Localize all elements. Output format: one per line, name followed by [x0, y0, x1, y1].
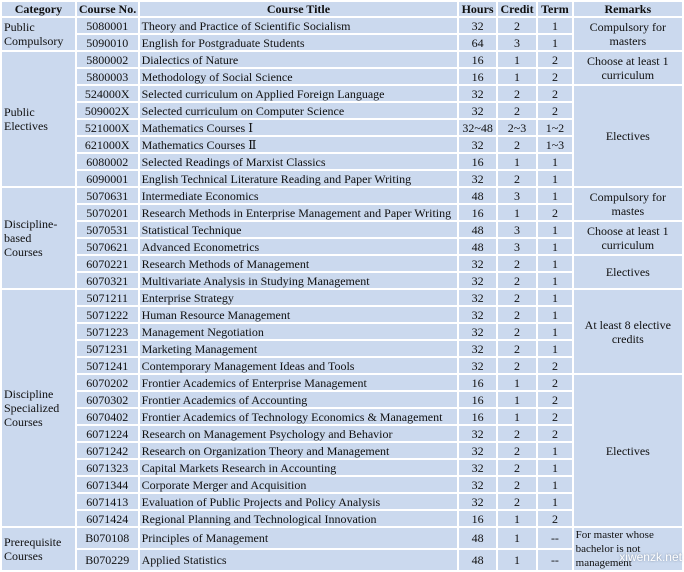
term-cell: 1: [538, 188, 571, 203]
hours-cell: 32: [459, 460, 495, 475]
course-no-cell: 5071222: [77, 307, 138, 322]
term-cell: --: [538, 528, 571, 548]
term-cell: 2: [538, 392, 571, 407]
term-cell: 1: [538, 171, 571, 186]
term-cell: 2: [538, 86, 571, 101]
remark-cell: Choose at least 1 curriculum: [574, 52, 682, 84]
table-row: [2, 52, 682, 67]
term-cell: 1: [538, 222, 571, 237]
hours-cell: 32: [459, 494, 495, 509]
course-title-cell: Mathematics Courses Ⅱ: [140, 137, 458, 152]
term-cell: 1: [538, 460, 571, 475]
course-no-cell: 5070201: [77, 205, 138, 220]
course-no-cell: 6080002: [77, 154, 138, 169]
hours-cell: 32: [459, 426, 495, 441]
credit-cell: 2: [498, 477, 536, 492]
course-no-cell: 6071413: [77, 494, 138, 509]
hours-cell: 16: [459, 392, 495, 407]
term-cell: 1: [538, 494, 571, 509]
header-hours: Hours: [459, 2, 495, 16]
credit-cell: 2: [498, 460, 536, 475]
table-row: [2, 290, 682, 305]
credit-cell: 1: [498, 205, 536, 220]
credit-cell: 2: [498, 18, 536, 33]
remark-cell: Electives: [574, 375, 682, 526]
hours-cell: 32: [459, 273, 495, 288]
course-no-cell: B070229: [77, 550, 138, 570]
term-cell: 2: [538, 511, 571, 526]
course-title-cell: Multivariate Analysis in Studying Management: [140, 273, 458, 288]
course-no-cell: 6071224: [77, 426, 138, 441]
table-row: [2, 86, 682, 101]
course-no-cell: 621000X: [77, 137, 138, 152]
credit-cell: 2: [498, 494, 536, 509]
course-title-cell: Research on Organization Theory and Management: [140, 443, 458, 458]
remark-cell: Compulsory for mastes: [574, 188, 682, 220]
remark-cell: Electives: [574, 86, 682, 186]
term-cell: 1: [538, 256, 571, 271]
term-cell: 2: [538, 426, 571, 441]
hours-cell: 16: [459, 409, 495, 424]
hours-cell: 32: [459, 137, 495, 152]
course-no-cell: 6071344: [77, 477, 138, 492]
term-cell: --: [538, 550, 571, 570]
course-no-cell: 5070621: [77, 239, 138, 254]
hours-cell: 48: [459, 550, 495, 570]
term-cell: 1: [538, 290, 571, 305]
credit-cell: 1: [498, 511, 536, 526]
course-no-cell: 524000X: [77, 86, 138, 101]
hours-cell: 48: [459, 222, 495, 237]
course-no-cell: 6090001: [77, 171, 138, 186]
hours-cell: 32: [459, 86, 495, 101]
watermark: xiwenzk.net: [619, 550, 682, 564]
course-no-cell: 5800002: [77, 52, 138, 67]
course-title-cell: Methodology of Social Science: [140, 69, 458, 84]
hours-cell: 32: [459, 341, 495, 356]
credit-cell: 2: [498, 137, 536, 152]
course-no-cell: 6070202: [77, 375, 138, 390]
header-course-title: Course Title: [140, 2, 458, 16]
hours-cell: 16: [459, 69, 495, 84]
term-cell: 1: [538, 477, 571, 492]
term-cell: 2: [538, 103, 571, 118]
term-cell: 1: [538, 273, 571, 288]
course-title-cell: Dialectics of Nature: [140, 52, 458, 67]
credit-cell: 2: [498, 103, 536, 118]
hours-cell: 48: [459, 188, 495, 203]
table-row: [2, 18, 682, 33]
hours-cell: 32: [459, 256, 495, 271]
term-cell: 1~3: [538, 137, 571, 152]
credit-cell: 1: [498, 69, 536, 84]
hours-cell: 32: [459, 103, 495, 118]
credit-cell: 2: [498, 273, 536, 288]
credit-cell: 2: [498, 290, 536, 305]
term-cell: 1: [538, 443, 571, 458]
hours-cell: 64: [459, 35, 495, 50]
credit-cell: 1: [498, 392, 536, 407]
credit-cell: 2~3: [498, 120, 536, 135]
term-cell: 1: [538, 307, 571, 322]
term-cell: 2: [538, 205, 571, 220]
course-title-cell: Research Methods of Management: [140, 256, 458, 271]
course-title-cell: Selected curriculum on Computer Science: [140, 103, 458, 118]
course-title-cell: Evaluation of Public Projects and Policy Analysis: [140, 494, 458, 509]
hours-cell: 16: [459, 52, 495, 67]
credit-cell: 1: [498, 154, 536, 169]
course-title-cell: English for Postgraduate Students: [140, 35, 458, 50]
course-no-cell: 5080001: [77, 18, 138, 33]
credit-cell: 3: [498, 35, 536, 50]
course-no-cell: 5071223: [77, 324, 138, 339]
term-cell: 2: [538, 409, 571, 424]
term-cell: 2: [538, 69, 571, 84]
credit-cell: 2: [498, 86, 536, 101]
course-title-cell: Selected curriculum on Applied Foreign Language: [140, 86, 458, 101]
course-no-cell: B070108: [77, 528, 138, 548]
header-row: [2, 2, 682, 16]
course-title-cell: Selected Readings of Marxist Classics: [140, 154, 458, 169]
header-course-no: Course No.: [78, 2, 137, 16]
course-title-cell: Management Negotiation: [140, 324, 458, 339]
course-no-cell: 6071242: [77, 443, 138, 458]
course-no-cell: 5800003: [77, 69, 138, 84]
credit-cell: 2: [498, 324, 536, 339]
credit-cell: 2: [498, 443, 536, 458]
hours-cell: 16: [459, 511, 495, 526]
course-no-cell: 6070302: [77, 392, 138, 407]
table-row: [2, 256, 682, 271]
credit-cell: 3: [498, 222, 536, 237]
hours-cell: 32~48: [459, 120, 495, 135]
course-title-cell: Corporate Merger and Acquisition: [140, 477, 458, 492]
remark-cell: Electives: [574, 256, 682, 288]
hours-cell: 16: [459, 154, 495, 169]
category-cell: Discipline-based Courses: [2, 188, 75, 288]
course-title-cell: Capital Markets Research in Accounting: [140, 460, 458, 475]
course-title-cell: Regional Planning and Technological Innovation: [140, 511, 458, 526]
course-title-cell: Frontier Academics of Accounting: [140, 392, 458, 407]
table-row: [2, 188, 682, 203]
hours-cell: 48: [459, 528, 495, 548]
remark-cell: For master whose bachelor is not management: [574, 528, 682, 570]
table-row: [2, 528, 682, 548]
course-no-cell: 5071241: [77, 358, 138, 373]
header-credit: Credit: [498, 2, 536, 16]
course-title-cell: Statistical Technique: [140, 222, 458, 237]
course-title-cell: Theory and Practice of Scientific Socialism: [140, 18, 458, 33]
credit-cell: 2: [498, 358, 536, 373]
course-title-cell: Marketing Management: [140, 341, 458, 356]
course-title-cell: Intermediate Economics: [140, 188, 458, 203]
hours-cell: 32: [459, 307, 495, 322]
course-no-cell: 5070531: [77, 222, 138, 237]
term-cell: 2: [538, 375, 571, 390]
header-term: Term: [538, 2, 571, 16]
hours-cell: 32: [459, 18, 495, 33]
credit-cell: 2: [498, 341, 536, 356]
category-cell: Public Electives: [2, 52, 75, 186]
term-cell: 2: [538, 358, 571, 373]
course-no-cell: 5071231: [77, 341, 138, 356]
remark-cell: At least 8 elective credits: [574, 290, 682, 373]
term-cell: 1: [538, 324, 571, 339]
credit-cell: 1: [498, 375, 536, 390]
term-cell: 2: [538, 52, 571, 67]
course-title-cell: Frontier Academics of Technology Economics & Management: [140, 409, 458, 424]
course-no-cell: 5090010: [77, 35, 138, 50]
course-no-cell: 5071211: [77, 290, 138, 305]
course-no-cell: 521000X: [77, 120, 138, 135]
hours-cell: 16: [459, 205, 495, 220]
hours-cell: 32: [459, 358, 495, 373]
course-title-cell: Contemporary Management Ideas and Tools: [140, 358, 458, 373]
hours-cell: 48: [459, 239, 495, 254]
remark-cell: Compulsory for masters: [574, 18, 682, 50]
header-category: Category: [2, 2, 75, 16]
course-no-cell: 6070402: [77, 409, 138, 424]
course-no-cell: 509002X: [77, 103, 138, 118]
course-no-cell: 6070321: [77, 273, 138, 288]
term-cell: 1: [538, 35, 571, 50]
course-title-cell: English Technical Literature Reading and Paper Writing: [140, 171, 458, 186]
credit-cell: 2: [498, 256, 536, 271]
category-cell: Prerequisite Courses: [2, 528, 75, 570]
credit-cell: 1: [498, 52, 536, 67]
term-cell: 1: [538, 239, 571, 254]
hours-cell: 32: [459, 171, 495, 186]
course-no-cell: 6070221: [77, 256, 138, 271]
credit-cell: 1: [498, 409, 536, 424]
category-cell: Discipline Specialized Courses: [2, 290, 75, 526]
table-row: [2, 375, 682, 390]
course-no-cell: 6071323: [77, 460, 138, 475]
header-remarks: Remarks: [574, 2, 682, 16]
credit-cell: 2: [498, 171, 536, 186]
hours-cell: 32: [459, 324, 495, 339]
hours-cell: 16: [459, 375, 495, 390]
credit-cell: 2: [498, 307, 536, 322]
credit-cell: 1: [498, 550, 536, 570]
remark-cell: Choose at least 1 curriculum: [574, 222, 682, 254]
course-title-cell: Research Methods in Enterprise Management and Paper Writing: [140, 205, 458, 220]
term-cell: 1: [538, 18, 571, 33]
course-no-cell: 6071424: [77, 511, 138, 526]
credit-cell: 1: [498, 528, 536, 548]
course-title-cell: Mathematics Courses Ⅰ: [140, 120, 458, 135]
course-title-cell: Advanced Econometrics: [140, 239, 458, 254]
term-cell: 1: [538, 154, 571, 169]
category-cell: Public Compulsory: [2, 18, 75, 50]
credit-cell: 2: [498, 426, 536, 441]
table-row: [2, 222, 682, 237]
course-title-cell: Enterprise Strategy: [140, 290, 458, 305]
course-title-cell: Frontier Academics of Enterprise Management: [140, 375, 458, 390]
course-title-cell: Principles of Management: [140, 528, 458, 548]
course-no-cell: 5070631: [77, 188, 138, 203]
term-cell: 1: [538, 341, 571, 356]
hours-cell: 32: [459, 290, 495, 305]
course-title-cell: Human Resource Management: [140, 307, 458, 322]
credit-cell: 3: [498, 188, 536, 203]
hours-cell: 32: [459, 477, 495, 492]
course-title-cell: Research on Management Psychology and Behavior: [140, 426, 458, 441]
hours-cell: 32: [459, 443, 495, 458]
course-title-cell: Applied Statistics: [140, 550, 458, 570]
term-cell: 1~2: [538, 120, 571, 135]
credit-cell: 3: [498, 239, 536, 254]
